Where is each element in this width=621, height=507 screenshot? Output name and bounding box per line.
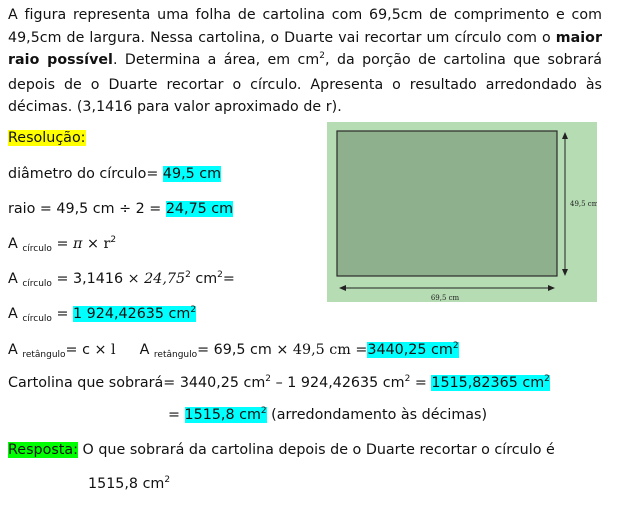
final-answer — [88, 474, 170, 496]
rect-area-symbol-2: A — [139, 342, 154, 358]
area-result-line — [8, 304, 196, 326]
cartolina-figure — [327, 122, 597, 302]
width-label: 69,5 cm — [430, 294, 460, 302]
sobra-value-text: 1515,82365 cm — [431, 375, 545, 391]
area-result-value — [73, 306, 196, 322]
times-symbol: × — [82, 236, 104, 252]
radius-value: 24,75 — [144, 271, 186, 287]
arredondamento-line — [168, 405, 487, 427]
cartolina-rectangle — [337, 131, 557, 276]
area-result-sup: 2 — [190, 305, 197, 315]
arred-value-sup: 2 — [260, 406, 267, 416]
final-sup: 2 — [164, 475, 171, 485]
area-subscript: círculo — [22, 244, 52, 254]
rect-area-symbol: A — [8, 342, 23, 358]
rect-eq: = — [350, 342, 368, 358]
area-symbol: A — [8, 271, 23, 287]
intro-text-3: , da porção de cartolina que sobrará depois de o Duarte recortar o círculo. Apresenta o resultado arredondado às décimas. (3,1416 para valor aproximado de r). — [8, 52, 602, 115]
pi-symbol: π — [73, 236, 83, 252]
unit: cm — [190, 271, 218, 287]
rect-result-sup: 2 — [452, 341, 459, 351]
equals-end: = — [222, 271, 235, 287]
arred-note: (arredondamento às décimas) — [266, 407, 488, 423]
rect-subscript-2: retângulo — [153, 350, 198, 360]
r-symbol: r — [103, 236, 111, 252]
rect-width: 49,5 cm — [292, 342, 351, 358]
diametro-line — [8, 164, 221, 184]
area-calc-eq: = 3,1416 — [51, 271, 128, 287]
rect-result-text: 3440,25 cm — [367, 342, 453, 358]
rect-calc: = 69,5 cm × — [197, 342, 293, 358]
sobra-text-2: – 1 924,42635 cm — [271, 375, 405, 391]
sobra-sup-2: 2 — [404, 374, 411, 384]
area-symbol: A — [8, 236, 23, 252]
times-symbol: × — [127, 271, 145, 287]
height-label: 49,5 cm — [570, 200, 597, 208]
area-equals: = — [51, 306, 74, 322]
sobra-line — [8, 373, 550, 395]
rect-subscript: retângulo — [22, 350, 66, 360]
sobra-value — [431, 375, 549, 391]
sobra-text-3: = — [410, 375, 432, 391]
area-result-text: 1 924,42635 cm — [73, 306, 191, 322]
final-value: 1515,8 cm — [88, 476, 165, 492]
raio-value: 24,75 cm — [165, 201, 234, 217]
area-subscript: círculo — [22, 279, 52, 289]
resposta-text: O que sobrará da cartolina depois de o Duarte recortar o círculo é — [78, 442, 555, 458]
sobra-text-1: Cartolina que sobrará= 3440,25 cm — [8, 375, 266, 391]
sobra-sup-1: 2 — [265, 374, 272, 384]
raio-line — [8, 199, 233, 219]
unit-sup: 2 — [217, 270, 223, 280]
intro-text-2: . Determina a área, em cm — [112, 52, 320, 68]
radius-sup: 2 — [185, 270, 191, 280]
resolucao-label: Resolução: — [8, 130, 86, 146]
arred-value-text: 1515,8 cm — [184, 407, 261, 423]
intro-bold: maior raio possível — [8, 29, 602, 68]
resposta-line — [8, 440, 555, 460]
l-symbol: l — [111, 342, 116, 358]
resolucao-heading — [8, 128, 86, 148]
area-symbol: A — [8, 306, 23, 322]
cartolina-diagram — [327, 122, 597, 302]
area-subscript: círculo — [22, 314, 52, 324]
rect-result-value — [367, 342, 458, 358]
retangulo-line — [8, 340, 459, 362]
diametro-text: diâmetro do círculo= — [8, 166, 163, 182]
area-formula-sup: 2 — [110, 235, 117, 245]
area-calc-line — [8, 269, 235, 291]
problem-statement — [8, 4, 602, 119]
resposta-label: Resposta: — [8, 442, 78, 458]
diametro-value: 49,5 cm — [162, 166, 222, 182]
arred-value — [185, 407, 267, 423]
area-formula-line — [8, 234, 116, 256]
sobra-value-sup: 2 — [544, 374, 550, 384]
intro-sup: 2 — [319, 51, 326, 61]
raio-text: raio = 49,5 cm ÷ 2 = — [8, 201, 166, 217]
rect-formula: = c × — [65, 342, 111, 358]
area-equals: = — [51, 236, 74, 252]
intro-text-1: A figura representa uma folha de cartolina com 69,5cm de comprimento e com 49,5cm de largura. Nessa cartolina, o Duarte vai recortar um círculo com o — [8, 7, 602, 46]
arred-eq: = — [168, 407, 185, 423]
